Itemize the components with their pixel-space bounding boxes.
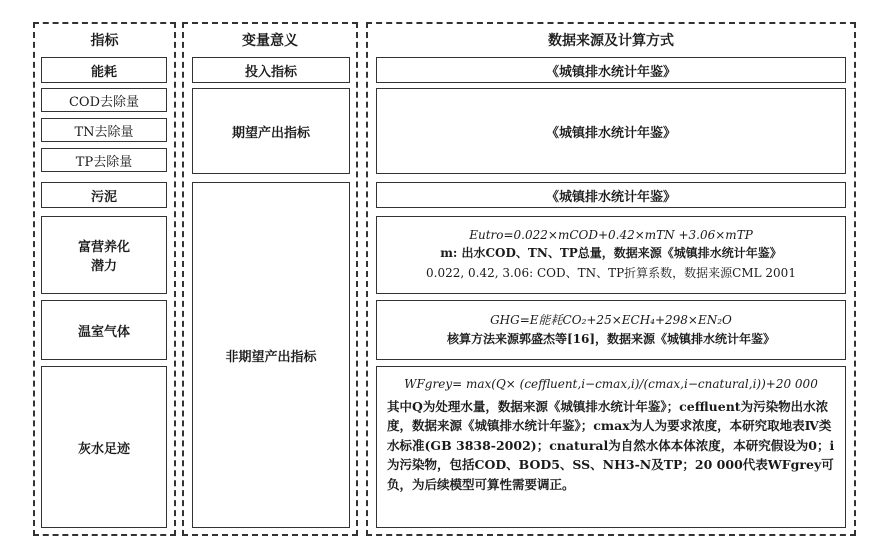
indicator-tp: TP去除量 (41, 148, 167, 172)
source-energy: 《城镇排水统计年鉴》 (376, 57, 846, 83)
eutro-formula: Eutro=0.022×mCOD+0.42×mTN +3.06×mTP (469, 227, 753, 242)
indicator-cod: COD去除量 (41, 88, 167, 112)
indicator-ghg: 温室气体 (41, 300, 167, 360)
header-indicator: 指标 (90, 33, 119, 49)
meaning-input: 投入指标 (192, 57, 350, 83)
indicator-eutro: 富营养化 潜力 (41, 216, 167, 294)
eutro-note-1: m: 出水COD、TN、TP总量，数据来源《城镇排水统计年鉴》 (440, 245, 782, 260)
indicator-tn: TN去除量 (41, 118, 167, 142)
source-eutro (376, 216, 846, 294)
source-ghg (376, 300, 846, 360)
indicator-grey: 灰水足迹 (41, 366, 167, 528)
meaning-desired: 期望产出指标 (192, 88, 350, 174)
source-grey (376, 366, 846, 528)
ghg-formula: GHG=E能耗CO₂+25×ECH₄+298×EN₂O (490, 313, 732, 328)
source-desired: 《城镇排水统计年鉴》 (376, 88, 846, 174)
meaning-undesired: 非期望产出指标 (192, 182, 350, 528)
grey-formula: WFgrey= max(Q× (ceffluent,i−cmax,i)/(cmax,i−cnatural,i))+20 000 (404, 377, 818, 391)
indicator-sludge: 污泥 (41, 182, 167, 208)
header-meaning: 变量意义 (242, 33, 298, 49)
header-source: 数据来源及计算方式 (548, 33, 674, 49)
source-sludge: 《城镇排水统计年鉴》 (376, 182, 846, 208)
eutro-note-2: 0.022, 0.42, 3.06: COD、TN、TP折算系数，数据来源CML 2001 (426, 266, 796, 280)
ghg-note: 核算方法来源郭盛杰等[16]，数据来源《城镇排水统计年鉴》 (446, 332, 776, 347)
grey-description: 其中Q为处理水量，数据来源《城镇排水统计年鉴》；ceffluent为污染物出水浓度，数据来源《城镇排水统计年鉴》；cmax为人为要求浓度，本研究取地表Ⅳ类水标准(GB 3838-2002)；cnatural为自然水体本体浓度，本研究假设为0；i为污染物，包括COD、BOD5、SS、NH3-N及TP；20 000代表WFgrey可负，为后续模型可算性需要调正。 (387, 399, 835, 492)
indicator-energy: 能耗 (41, 57, 167, 83)
